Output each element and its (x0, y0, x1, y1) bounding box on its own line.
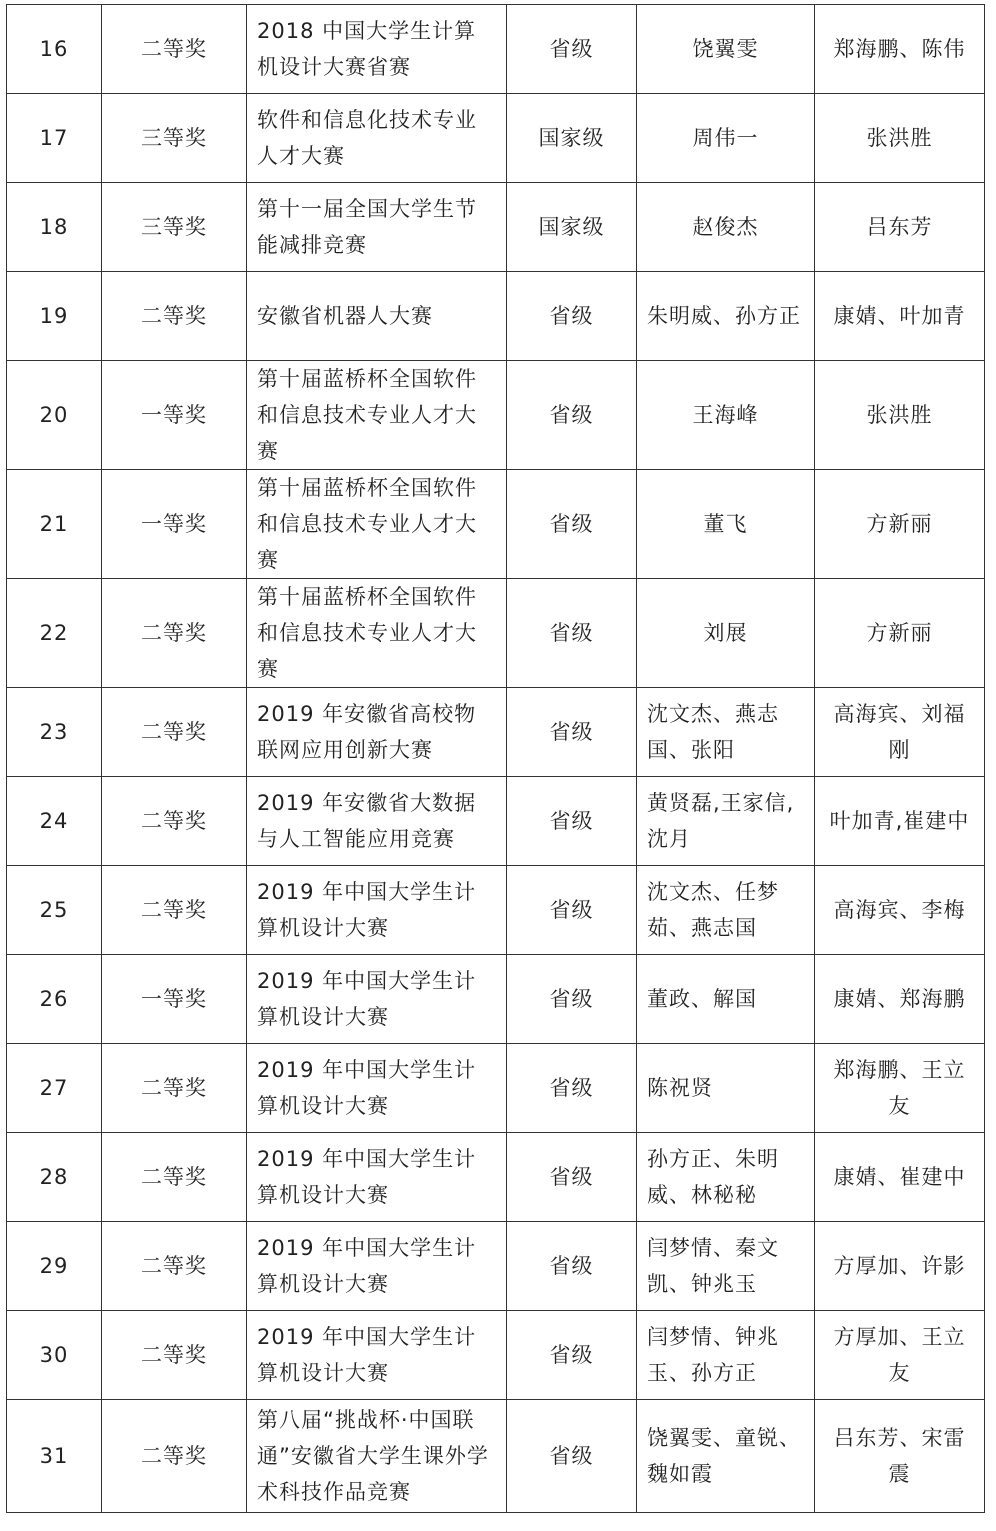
students-cell: 闫梦情、钟兆玉、孙方正 (637, 1311, 815, 1400)
advisors-cell: 方新丽 (815, 579, 985, 688)
prize-cell: 二等奖 (102, 1311, 247, 1400)
row-index-cell: 29 (7, 1222, 102, 1311)
advisors-cell: 康婧、叶加青 (815, 272, 985, 361)
row-index-cell: 21 (7, 470, 102, 579)
students-cell: 刘展 (637, 579, 815, 688)
prize-cell: 一等奖 (102, 955, 247, 1044)
advisors-cell: 高海宾、刘福刚 (815, 688, 985, 777)
level-cell: 省级 (507, 579, 637, 688)
level-cell: 省级 (507, 1311, 637, 1400)
advisors-cell: 高海宾、李梅 (815, 866, 985, 955)
competition-cell: 安徽省机器人大赛 (247, 272, 507, 361)
table-row (7, 1400, 985, 1513)
row-index-cell: 26 (7, 955, 102, 1044)
level-cell: 省级 (507, 470, 637, 579)
students-cell: 饶翼雯 (637, 5, 815, 94)
competition-cell: 2019 年中国大学生计算机设计大赛 (247, 1311, 507, 1400)
table-row (7, 866, 985, 955)
competition-cell: 第十一届全国大学生节能减排竞赛 (247, 183, 507, 272)
prize-cell: 三等奖 (102, 183, 247, 272)
row-index-cell: 31 (7, 1400, 102, 1513)
competition-cell: 2019 年安徽省大数据与人工智能应用竞赛 (247, 777, 507, 866)
students-cell: 董政、解国 (637, 955, 815, 1044)
row-index-cell: 17 (7, 94, 102, 183)
advisors-cell: 郑海鹏、陈伟 (815, 5, 985, 94)
prize-cell: 二等奖 (102, 866, 247, 955)
row-index-cell: 18 (7, 183, 102, 272)
table-row (7, 94, 985, 183)
competition-cell: 第十届蓝桥杯全国软件和信息技术专业人才大赛 (247, 470, 507, 579)
competition-cell: 2019 年中国大学生计算机设计大赛 (247, 866, 507, 955)
level-cell: 省级 (507, 688, 637, 777)
advisors-cell: 方厚加、许影 (815, 1222, 985, 1311)
students-cell: 赵俊杰 (637, 183, 815, 272)
advisors-cell: 方新丽 (815, 470, 985, 579)
table-row (7, 183, 985, 272)
competition-cell: 第十届蓝桥杯全国软件和信息技术专业人才大赛 (247, 579, 507, 688)
row-index-cell: 24 (7, 777, 102, 866)
level-cell: 省级 (507, 1222, 637, 1311)
level-cell: 国家级 (507, 183, 637, 272)
row-index-cell: 23 (7, 688, 102, 777)
row-index-cell: 20 (7, 361, 102, 470)
table-row (7, 5, 985, 94)
prize-cell: 二等奖 (102, 1400, 247, 1513)
competition-cell: 2019 年中国大学生计算机设计大赛 (247, 1044, 507, 1133)
students-cell: 朱明威、孙方正 (637, 272, 815, 361)
prize-cell: 二等奖 (102, 272, 247, 361)
students-cell: 王海峰 (637, 361, 815, 470)
row-index-cell: 30 (7, 1311, 102, 1400)
table-row (7, 272, 985, 361)
students-cell: 沈文杰、任梦茹、燕志国 (637, 866, 815, 955)
competition-cell: 2019 年中国大学生计算机设计大赛 (247, 955, 507, 1044)
students-cell: 周伟一 (637, 94, 815, 183)
table-row (7, 955, 985, 1044)
level-cell: 省级 (507, 777, 637, 866)
level-cell: 省级 (507, 1133, 637, 1222)
students-cell: 陈祝贤 (637, 1044, 815, 1133)
row-index-cell: 22 (7, 579, 102, 688)
advisors-cell: 郑海鹏、王立友 (815, 1044, 985, 1133)
advisors-cell: 吕东芳、宋雷震 (815, 1400, 985, 1513)
row-index-cell: 19 (7, 272, 102, 361)
advisors-cell: 康婧、崔建中 (815, 1133, 985, 1222)
prize-cell: 二等奖 (102, 579, 247, 688)
advisors-cell: 吕东芳 (815, 183, 985, 272)
students-cell: 饶翼雯、童锐、魏如霞 (637, 1400, 815, 1513)
level-cell: 国家级 (507, 94, 637, 183)
awards-table (6, 4, 985, 1513)
advisors-cell: 张洪胜 (815, 361, 985, 470)
table-row (7, 777, 985, 866)
level-cell: 省级 (507, 5, 637, 94)
students-cell: 沈文杰、燕志国、张阳 (637, 688, 815, 777)
competition-cell: 2019 年安徽省高校物联网应用创新大赛 (247, 688, 507, 777)
table-row (7, 470, 985, 579)
prize-cell: 一等奖 (102, 470, 247, 579)
level-cell: 省级 (507, 866, 637, 955)
table-row (7, 361, 985, 470)
level-cell: 省级 (507, 1044, 637, 1133)
prize-cell: 二等奖 (102, 1222, 247, 1311)
students-cell: 孙方正、朱明威、林秘秘 (637, 1133, 815, 1222)
prize-cell: 一等奖 (102, 361, 247, 470)
students-cell: 闫梦情、秦文凯、钟兆玉 (637, 1222, 815, 1311)
prize-cell: 二等奖 (102, 777, 247, 866)
level-cell: 省级 (507, 361, 637, 470)
competition-cell: 第十届蓝桥杯全国软件和信息技术专业人才大赛 (247, 361, 507, 470)
table-row (7, 1311, 985, 1400)
advisors-cell: 康婧、郑海鹏 (815, 955, 985, 1044)
prize-cell: 二等奖 (102, 688, 247, 777)
advisors-cell: 方厚加、王立友 (815, 1311, 985, 1400)
prize-cell: 二等奖 (102, 1133, 247, 1222)
competition-cell: 软件和信息化技术专业人才大赛 (247, 94, 507, 183)
table-row (7, 1222, 985, 1311)
students-cell: 黄贤磊,王家信,沈月 (637, 777, 815, 866)
row-index-cell: 28 (7, 1133, 102, 1222)
prize-cell: 二等奖 (102, 1044, 247, 1133)
table-row (7, 1044, 985, 1133)
competition-cell: 2019 年中国大学生计算机设计大赛 (247, 1133, 507, 1222)
level-cell: 省级 (507, 1400, 637, 1513)
prize-cell: 三等奖 (102, 94, 247, 183)
advisors-cell: 张洪胜 (815, 94, 985, 183)
table-row (7, 579, 985, 688)
competition-cell: 2019 年中国大学生计算机设计大赛 (247, 1222, 507, 1311)
students-cell: 董飞 (637, 470, 815, 579)
competition-cell: 2018 中国大学生计算机设计大赛省赛 (247, 5, 507, 94)
competition-cell: 第八届“挑战杯·中国联通”安徽省大学生课外学术科技作品竞赛 (247, 1400, 507, 1513)
level-cell: 省级 (507, 955, 637, 1044)
row-index-cell: 27 (7, 1044, 102, 1133)
table-row (7, 688, 985, 777)
advisors-cell: 叶加青,崔建中 (815, 777, 985, 866)
row-index-cell: 16 (7, 5, 102, 94)
table-row (7, 1133, 985, 1222)
prize-cell: 二等奖 (102, 5, 247, 94)
level-cell: 省级 (507, 272, 637, 361)
row-index-cell: 25 (7, 866, 102, 955)
